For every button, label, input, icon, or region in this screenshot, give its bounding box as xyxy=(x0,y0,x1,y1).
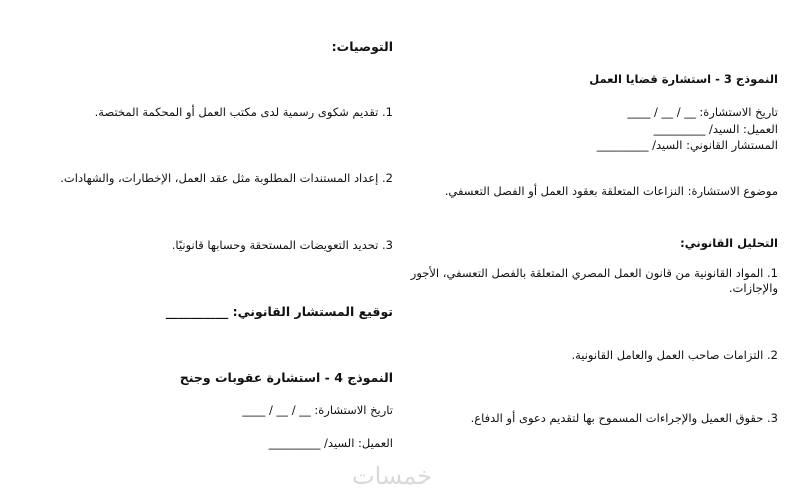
recommendation-item-3: 3. تحديد التعويضات المستحقة وحسابها قانونيًا. xyxy=(171,238,393,252)
analysis-item-3: 3. حقوق العميل والإجراءات المسموح بها لتقديم دعوى أو الدفاع. xyxy=(470,411,778,425)
form-4-client-line: العميل: السيد/ _________ xyxy=(268,436,393,450)
khamsat-watermark: خمسات xyxy=(352,462,433,490)
client-line: العميل: السيد/ _________ xyxy=(653,122,778,136)
legal-analysis-heading: التحليل القانوني: xyxy=(680,236,778,250)
form-3-title: النموذج 3 - استشارة قضايا العمل xyxy=(589,72,778,86)
signature-line: توقيع المستشار القانوني: __________ xyxy=(165,304,393,319)
recommendation-item-1: 1. تقديم شكوى رسمية لدى مكتب العمل أو المحكمة المختصة. xyxy=(94,105,393,119)
consultation-date-line: تاريخ الاستشارة: __ / __ / ____ xyxy=(627,105,778,119)
analysis-item-2: 2. التزامات صاحب العمل والعامل القانونية. xyxy=(571,348,778,362)
form-4-title: النموذج 4 - استشارة عقوبات وجنح xyxy=(179,370,393,385)
form-4-date-line: تاريخ الاستشارة: __ / __ / ____ xyxy=(242,403,393,417)
recommendations-heading: التوصيات: xyxy=(331,39,393,54)
legal-advisor-line: المستشار القانوني: السيد/ _________ xyxy=(596,138,778,152)
consultation-subject: موضوع الاستشارة: النزاعات المتعلقة بعقود العمل أو الفصل التعسفي. xyxy=(444,184,778,198)
analysis-item-1: 1. المواد القانونية من قانون العمل المصري المتعلقة بالفصل التعسفي، الأجور والإجازات. xyxy=(410,266,778,295)
recommendation-item-2: 2. إعداد المستندات المطلوبة مثل عقد العمل، الإخطارات، والشهادات. xyxy=(60,171,393,185)
